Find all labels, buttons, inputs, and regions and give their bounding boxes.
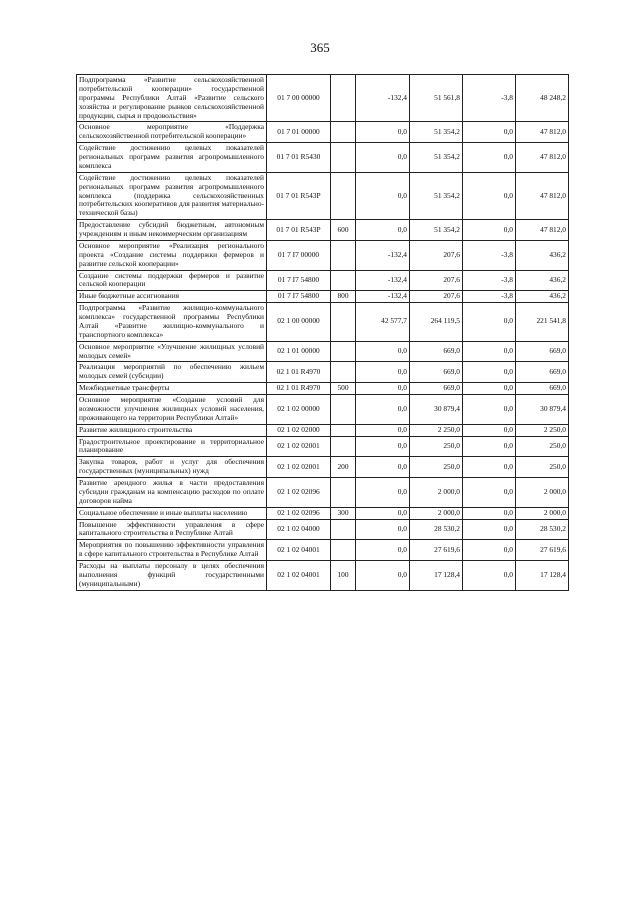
- row-name-cell: Закупка товаров, работ и услуг для обеспечения государственных (муниципальных) нужд: [77, 457, 267, 478]
- row-amount-3-cell: 0,0: [463, 519, 516, 540]
- row-code-cell: 02 1 02 02001: [267, 457, 331, 478]
- row-amount-4-cell: 27 619,6: [516, 540, 569, 561]
- row-expense-type-cell: [331, 270, 356, 291]
- table-row: [77, 220, 569, 241]
- row-amount-1-cell: 0,0: [356, 507, 410, 519]
- row-amount-4-cell: 28 530,2: [516, 519, 569, 540]
- row-amount-4-cell: 17 128,4: [516, 561, 569, 591]
- row-amount-3-cell: 0,0: [463, 143, 516, 173]
- row-amount-4-cell: 669,0: [516, 362, 569, 383]
- row-code-cell: 02 1 02 02000: [267, 424, 331, 436]
- table-row: [77, 519, 569, 540]
- row-amount-1-cell: 0,0: [356, 540, 410, 561]
- row-amount-1-cell: 0,0: [356, 172, 410, 219]
- row-code-cell: 01 7 01 R5430: [267, 143, 331, 173]
- row-expense-type-cell: [331, 240, 356, 270]
- row-amount-3-cell: 0,0: [463, 424, 516, 436]
- row-amount-4-cell: 48 248,2: [516, 75, 569, 122]
- table-row: [77, 143, 569, 173]
- row-expense-type-cell: 800: [331, 291, 356, 303]
- row-amount-2-cell: 2 000,0: [410, 478, 463, 508]
- row-code-cell: 02 1 01 R4970: [267, 362, 331, 383]
- budget-table: [76, 74, 569, 591]
- row-amount-3-cell: -3,8: [463, 240, 516, 270]
- row-amount-2-cell: 250,0: [410, 436, 463, 457]
- row-amount-2-cell: 51 354,2: [410, 143, 463, 173]
- row-amount-2-cell: 207,6: [410, 270, 463, 291]
- row-amount-2-cell: 250,0: [410, 457, 463, 478]
- row-code-cell: 01 7 I7 54800: [267, 291, 331, 303]
- row-code-cell: 02 1 02 04001: [267, 540, 331, 561]
- row-name-cell: Расходы на выплаты персоналу в целях обеспечения выполнения функций государственными (муниципальными): [77, 561, 267, 591]
- row-name-cell: Реализация мероприятий по обеспечению жильем молодых семей (субсидии): [77, 362, 267, 383]
- row-expense-type-cell: [331, 143, 356, 173]
- row-code-cell: 02 1 02 00000: [267, 395, 331, 425]
- row-name-cell: Содействие достижению целевых показателей региональных программ развития агропромышленного комплекса: [77, 143, 267, 173]
- row-amount-4-cell: 2 000,0: [516, 507, 569, 519]
- row-expense-type-cell: [331, 172, 356, 219]
- row-amount-1-cell: -132,4: [356, 75, 410, 122]
- row-amount-4-cell: 250,0: [516, 436, 569, 457]
- row-amount-2-cell: 28 530,2: [410, 519, 463, 540]
- row-amount-2-cell: 27 619,6: [410, 540, 463, 561]
- row-amount-4-cell: 2 000,0: [516, 478, 569, 508]
- table-row: [77, 457, 569, 478]
- row-name-cell: Предоставление субсидий бюджетным, автономным учреждениям и иным некоммерческим организациям: [77, 220, 267, 241]
- table-row: [77, 75, 569, 122]
- row-name-cell: Межбюджетные трансферты: [77, 383, 267, 395]
- row-amount-4-cell: 47 812,0: [516, 220, 569, 241]
- table-row: [77, 436, 569, 457]
- table-row: [77, 362, 569, 383]
- row-expense-type-cell: [331, 395, 356, 425]
- row-amount-1-cell: 0,0: [356, 122, 410, 143]
- row-code-cell: 02 1 02 04001: [267, 561, 331, 591]
- row-expense-type-cell: [331, 424, 356, 436]
- row-name-cell: Создание системы поддержки фермеров и развитие сельской кооперации: [77, 270, 267, 291]
- table-row: [77, 341, 569, 362]
- row-code-cell: 02 1 01 00000: [267, 341, 331, 362]
- row-amount-2-cell: 51 354,2: [410, 220, 463, 241]
- row-code-cell: 02 1 00 00000: [267, 303, 331, 342]
- row-amount-2-cell: 51 354,2: [410, 122, 463, 143]
- row-amount-1-cell: 0,0: [356, 457, 410, 478]
- row-amount-1-cell: -132,4: [356, 291, 410, 303]
- row-amount-2-cell: 669,0: [410, 341, 463, 362]
- row-amount-2-cell: 2 000,0: [410, 507, 463, 519]
- row-amount-3-cell: 0,0: [463, 478, 516, 508]
- row-name-cell: Социальное обеспечение и иные выплаты населению: [77, 507, 267, 519]
- table-row: [77, 478, 569, 508]
- row-amount-2-cell: 207,6: [410, 240, 463, 270]
- row-amount-1-cell: 0,0: [356, 561, 410, 591]
- row-amount-3-cell: 0,0: [463, 341, 516, 362]
- row-amount-4-cell: 436,2: [516, 270, 569, 291]
- row-code-cell: 02 1 01 R4970: [267, 383, 331, 395]
- row-code-cell: 02 1 02 04000: [267, 519, 331, 540]
- row-expense-type-cell: [331, 436, 356, 457]
- table-row: [77, 395, 569, 425]
- row-name-cell: Мероприятия по повышению эффективности управления в сфере капитального строительства в Республике Алтай: [77, 540, 267, 561]
- row-amount-4-cell: 47 812,0: [516, 172, 569, 219]
- row-amount-3-cell: 0,0: [463, 561, 516, 591]
- row-amount-2-cell: 669,0: [410, 383, 463, 395]
- table-row: [77, 270, 569, 291]
- row-code-cell: 01 7 I7 00000: [267, 240, 331, 270]
- row-expense-type-cell: 300: [331, 507, 356, 519]
- row-expense-type-cell: [331, 362, 356, 383]
- row-amount-3-cell: 0,0: [463, 362, 516, 383]
- row-expense-type-cell: [331, 122, 356, 143]
- row-amount-3-cell: -3,8: [463, 291, 516, 303]
- row-amount-4-cell: 250,0: [516, 457, 569, 478]
- row-amount-3-cell: 0,0: [463, 507, 516, 519]
- table-row: [77, 424, 569, 436]
- row-amount-1-cell: 0,0: [356, 395, 410, 425]
- row-amount-2-cell: 2 250,0: [410, 424, 463, 436]
- row-expense-type-cell: 100: [331, 561, 356, 591]
- row-name-cell: Подпрограмма «Развитие жилищно-коммунального комплекса» государственной программы Республики Алтай «Развитие жилищно-коммунального и транспортного комплекса»: [77, 303, 267, 342]
- table-row: [77, 507, 569, 519]
- row-expense-type-cell: 200: [331, 457, 356, 478]
- row-amount-3-cell: 0,0: [463, 540, 516, 561]
- row-amount-2-cell: 30 879,4: [410, 395, 463, 425]
- table-row: [77, 172, 569, 219]
- row-amount-4-cell: 436,2: [516, 291, 569, 303]
- row-amount-4-cell: 436,2: [516, 240, 569, 270]
- row-amount-2-cell: 669,0: [410, 362, 463, 383]
- row-amount-1-cell: -132,4: [356, 270, 410, 291]
- row-name-cell: Повышение эффективности управления в сфере капитального строительства в Республике Алтай: [77, 519, 267, 540]
- row-amount-3-cell: 0,0: [463, 122, 516, 143]
- row-code-cell: 01 7 01 R543P: [267, 220, 331, 241]
- row-amount-3-cell: -3,8: [463, 75, 516, 122]
- row-expense-type-cell: [331, 478, 356, 508]
- row-amount-4-cell: 669,0: [516, 383, 569, 395]
- row-amount-2-cell: 17 128,4: [410, 561, 463, 591]
- row-code-cell: 01 7 01 00000: [267, 122, 331, 143]
- row-amount-3-cell: 0,0: [463, 172, 516, 219]
- row-amount-2-cell: 264 119,5: [410, 303, 463, 342]
- row-amount-3-cell: -3,8: [463, 270, 516, 291]
- row-code-cell: 02 1 02 02001: [267, 436, 331, 457]
- row-amount-4-cell: 30 879,4: [516, 395, 569, 425]
- row-amount-4-cell: 47 812,0: [516, 122, 569, 143]
- row-expense-type-cell: [331, 519, 356, 540]
- row-expense-type-cell: [331, 540, 356, 561]
- row-name-cell: Градостроительное проектирование и территориальное планирование: [77, 436, 267, 457]
- row-amount-2-cell: 207,6: [410, 291, 463, 303]
- table-row: [77, 540, 569, 561]
- row-amount-1-cell: 0,0: [356, 341, 410, 362]
- page-number: 365: [310, 40, 330, 55]
- row-code-cell: 01 7 00 00000: [267, 75, 331, 122]
- row-name-cell: Подпрограмма «Развитие сельскохозяйственной потребительской кооперации» государственной программы Республики Алтай «Развитие сельского хозяйства и регулирование рынков сельскохозяйственной продукции, сырья и продовольствия»: [77, 75, 267, 122]
- row-amount-3-cell: 0,0: [463, 383, 516, 395]
- row-amount-1-cell: 0,0: [356, 383, 410, 395]
- row-code-cell: 02 1 02 02096: [267, 507, 331, 519]
- row-code-cell: 01 7 I7 54800: [267, 270, 331, 291]
- row-amount-2-cell: 51 354,2: [410, 172, 463, 219]
- table-row: [77, 303, 569, 342]
- row-amount-1-cell: 0,0: [356, 143, 410, 173]
- row-expense-type-cell: 600: [331, 220, 356, 241]
- row-amount-1-cell: 0,0: [356, 436, 410, 457]
- row-name-cell: Основное мероприятие «Создание условий для возможности улучшения жилищных условий населения, проживающего на территории Республики Алтай»: [77, 395, 267, 425]
- row-amount-1-cell: 0,0: [356, 478, 410, 508]
- table-row: [77, 561, 569, 591]
- row-code-cell: 02 1 02 02096: [267, 478, 331, 508]
- row-name-cell: Содействие достижению целевых показателей региональных программ развития агропромышленного комплекса (поддержка сельскохозяйственных потребительских кооперативов для развития материально-технической базы): [77, 172, 267, 219]
- row-amount-1-cell: 0,0: [356, 362, 410, 383]
- row-amount-3-cell: 0,0: [463, 220, 516, 241]
- row-expense-type-cell: 500: [331, 383, 356, 395]
- row-name-cell: Основное мероприятие «Улучшение жилищных условий молодых семей»: [77, 341, 267, 362]
- row-amount-3-cell: 0,0: [463, 436, 516, 457]
- row-amount-1-cell: -132,4: [356, 240, 410, 270]
- row-name-cell: Основное мероприятие «Реализация регионального проекта «Создание системы поддержки фермеров и развитие сельской кооперации»: [77, 240, 267, 270]
- table-row: [77, 291, 569, 303]
- row-amount-1-cell: 0,0: [356, 519, 410, 540]
- row-name-cell: Основное мероприятие «Поддержка сельскохозяйственной потребительской кооперации»: [77, 122, 267, 143]
- row-expense-type-cell: [331, 341, 356, 362]
- row-expense-type-cell: [331, 75, 356, 122]
- row-amount-1-cell: 42 577,7: [356, 303, 410, 342]
- row-amount-4-cell: 47 812,0: [516, 143, 569, 173]
- row-amount-1-cell: 0,0: [356, 220, 410, 241]
- row-amount-4-cell: 2 250,0: [516, 424, 569, 436]
- row-expense-type-cell: [331, 303, 356, 342]
- table-row: [77, 383, 569, 395]
- budget-table-body: [77, 75, 569, 591]
- row-amount-4-cell: 221 541,8: [516, 303, 569, 342]
- table-row: [77, 122, 569, 143]
- row-name-cell: Развитие арендного жилья в части предоставления субсидии гражданам на компенсацию расходов по оплате договоров найма: [77, 478, 267, 508]
- row-amount-1-cell: 0,0: [356, 424, 410, 436]
- row-name-cell: Развитие жилищного строительства: [77, 424, 267, 436]
- row-name-cell: Иные бюджетные ассигнования: [77, 291, 267, 303]
- table-row: [77, 240, 569, 270]
- row-amount-3-cell: 0,0: [463, 457, 516, 478]
- row-amount-3-cell: 0,0: [463, 395, 516, 425]
- row-amount-4-cell: 669,0: [516, 341, 569, 362]
- row-amount-2-cell: 51 561,8: [410, 75, 463, 122]
- row-code-cell: 01 7 01 R543P: [267, 172, 331, 219]
- row-amount-3-cell: 0,0: [463, 303, 516, 342]
